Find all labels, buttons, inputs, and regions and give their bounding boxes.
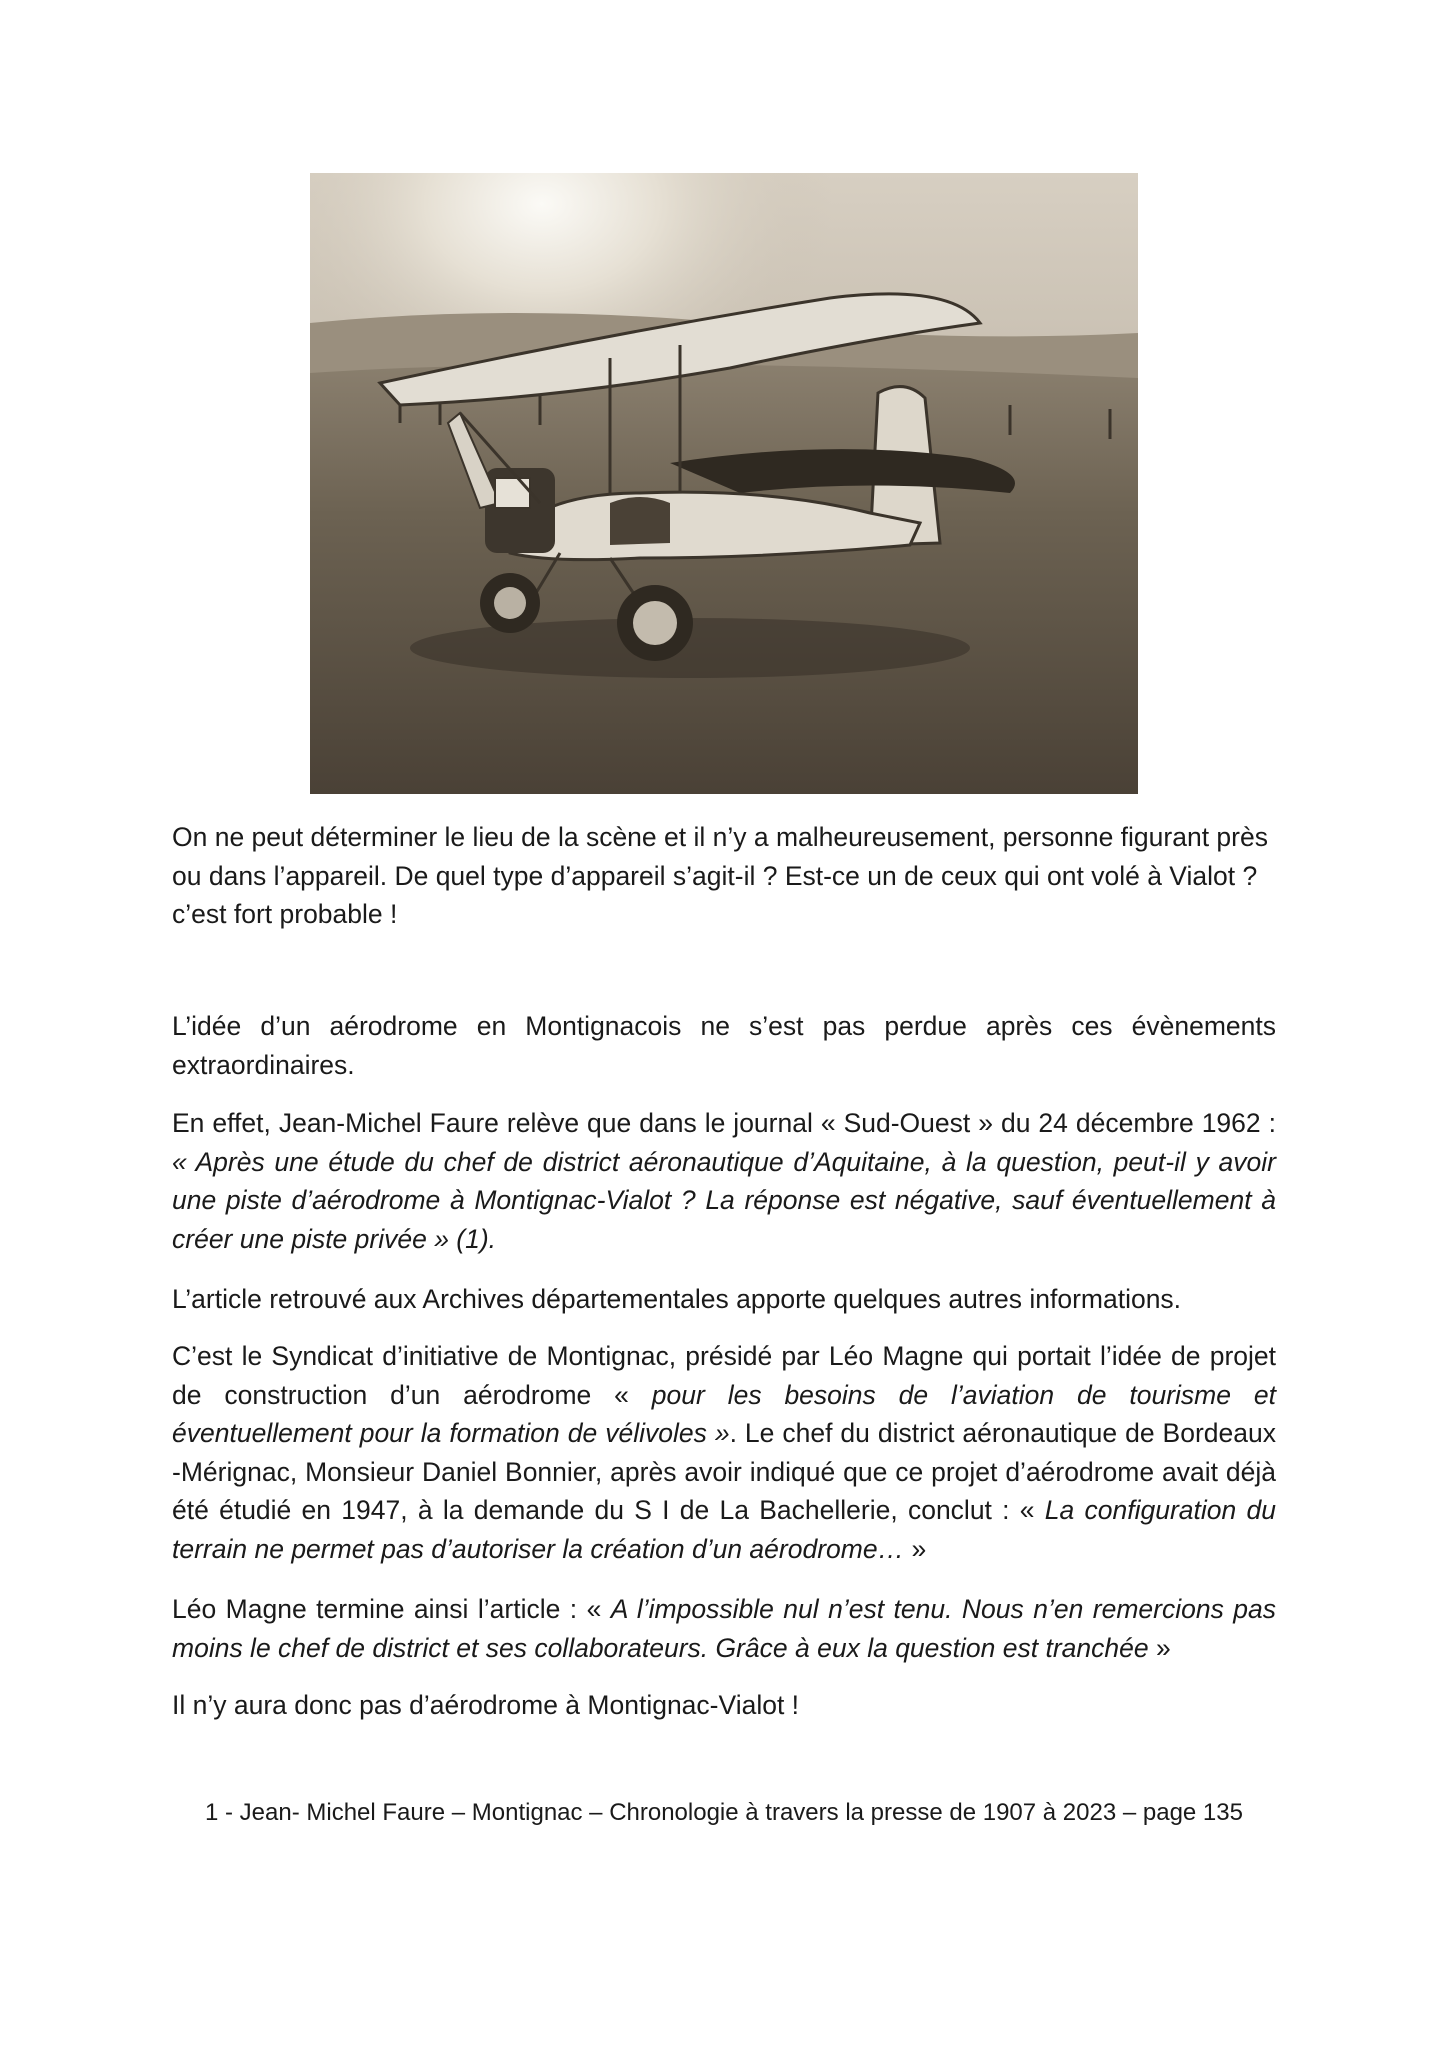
paragraph-text: On ne peut déterminer le lieu de la scène et il n’y a malheureusement, personne figurant près ou dans l’appareil. De quel type d’appareil s’agit-il ? Est-ce un de ceux qui ont volé à Vialot ? c’est fort probable ! bbox=[172, 822, 1268, 929]
paragraph-leo-magne bbox=[172, 1590, 1276, 1667]
paragraph-span: En effet, Jean-Michel Faure relève que dans le journal « Sud-Ouest » du 24 décembre 1962 : bbox=[172, 1108, 1276, 1138]
paragraph-text bbox=[172, 1104, 1276, 1258]
paragraph-span: Léo Magne termine ainsi l’article : « bbox=[172, 1594, 611, 1624]
paragraph-sud-ouest-quote bbox=[172, 1104, 1276, 1258]
airplane-illustration bbox=[310, 173, 1138, 794]
paragraph-text: Il n’y aura donc pas d’aérodrome à Montignac-Vialot ! bbox=[172, 1690, 800, 1720]
paragraph-aerodrome-idea bbox=[172, 1007, 1276, 1084]
airplane-photo bbox=[310, 173, 1138, 794]
paragraph-text bbox=[172, 1590, 1276, 1667]
quote-italic: A l’impossible nul n’est tenu. Nous n’en remercions pas moins le chef de district et ses collaborateurs. Grâce à eux la question est tranchée bbox=[172, 1594, 1276, 1663]
quote-italic: pour les besoins de l’aviation de tourisme et éventuellement pour la formation de vélivoles » bbox=[172, 1379, 1276, 1448]
paragraph-text: L’idée d’un aérodrome en Montignacois ne s’est pas perdue après ces évènements extraordinaires. bbox=[172, 1011, 1276, 1080]
paragraph-conclusion bbox=[172, 1686, 1276, 1725]
paragraph-text bbox=[172, 1337, 1276, 1568]
paragraph-span: C’est le Syndicat d’initiative de Montignac, présidé par Léo Magne qui portait l’idée de projet de construction d’un aérodrome « bbox=[172, 1341, 1276, 1410]
paragraph-span: » bbox=[904, 1533, 927, 1564]
footnote: 1 - Jean- Michel Faure – Montignac – Chronologie à travers la presse de 1907 à 2023 – page 135 bbox=[205, 1799, 1243, 1826]
paragraph-photo-caption bbox=[172, 818, 1276, 934]
paragraph-syndicat bbox=[172, 1337, 1276, 1568]
quote-italic: La configuration du terrain ne permet pas d’autoriser la création d’un aérodrome… bbox=[172, 1495, 1277, 1564]
paragraph-archives bbox=[172, 1280, 1276, 1319]
paragraph-span: . Le chef du district aéronautique de Bordeaux -Mérignac, Monsieur Daniel Bonnier, après avoir indiqué que ce projet d’aérodrome avait déjà été étudié en 1947, à la demande du S I de La Bachellerie, conclut : « bbox=[172, 1418, 1276, 1525]
paragraph-span: » bbox=[1148, 1632, 1171, 1663]
paragraph-text: L’article retrouvé aux Archives départementales apporte quelques autres informations. bbox=[172, 1284, 1182, 1314]
quote-italic: « Après une étude du chef de district aéronautique d’Aquitaine, à la question, peut-il y avoir une piste d’aérodrome à Montignac-Vialot ? La réponse est négative, sauf éventuellement à créer une piste privée » (1). bbox=[172, 1146, 1276, 1254]
